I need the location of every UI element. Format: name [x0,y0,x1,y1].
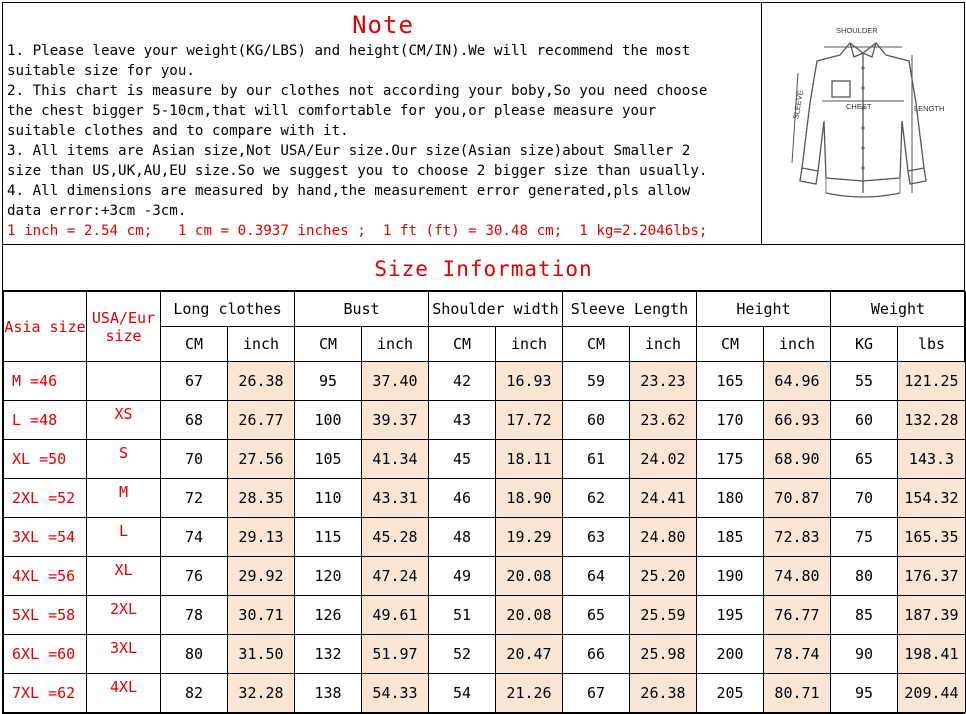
table-cell: 65 [563,596,630,635]
table-cell: 82 [161,674,228,713]
table-cell: 198.41 [898,635,966,674]
table-cell: 185 [697,518,764,557]
table-cell: 60 [563,401,630,440]
table-cell: 90 [831,635,898,674]
table-cell: 24.80 [630,518,697,557]
table-cell: 24.41 [630,479,697,518]
table-cell: 18.90 [496,479,563,518]
table-cell: 19.29 [496,518,563,557]
table-cell: 80 [831,557,898,596]
table-row [4,440,966,479]
table-cell: 60 [831,401,898,440]
table-cell: 63 [563,518,630,557]
table-cell: 45 [429,440,496,479]
table-cell: 45.28 [362,518,429,557]
table-cell: 200 [697,635,764,674]
table-cell: 65 [831,440,898,479]
table-cell: 138 [295,674,362,713]
usa-eur-size-cell: 2XL [87,596,161,635]
table-cell: 25.98 [630,635,697,674]
table-cell: 49.61 [362,596,429,635]
unit-header: inch [228,327,295,362]
unit-header: inch [764,327,831,362]
table-cell: 20.08 [496,557,563,596]
table-row [4,635,966,674]
table-cell: 78 [161,596,228,635]
table-cell: 25.59 [630,596,697,635]
table-cell: 59 [563,362,630,401]
asia-size-cell: 7XL =62 [4,674,87,713]
table-cell: 126 [295,596,362,635]
unit-header: inch [362,327,429,362]
table-cell: 64 [563,557,630,596]
usa-eur-size-cell: L [87,518,161,557]
group-header-bust: Bust [295,292,429,327]
table-cell: 16.93 [496,362,563,401]
table-cell: 67 [161,362,228,401]
unit-header: CM [161,327,228,362]
table-cell: 55 [831,362,898,401]
table-cell: 39.37 [362,401,429,440]
table-cell: 46 [429,479,496,518]
table-row [4,479,966,518]
table-cell: 29.92 [228,557,295,596]
table-cell: 205 [697,674,764,713]
table-cell: 175 [697,440,764,479]
unit-header: inch [630,327,697,362]
table-cell: 30.71 [228,596,295,635]
table-cell: 21.26 [496,674,563,713]
table-cell: 132 [295,635,362,674]
table-cell: 47.24 [362,557,429,596]
table-cell: 176.37 [898,557,966,596]
size-table-body [4,362,966,713]
table-cell: 18.11 [496,440,563,479]
usa-eur-size-cell: M [87,479,161,518]
table-cell: 23.62 [630,401,697,440]
table-cell: 74 [161,518,228,557]
unit-header: lbs [898,327,966,362]
table-cell: 68.90 [764,440,831,479]
unit-header: CM [563,327,630,362]
table-cell: 62 [563,479,630,518]
usa-eur-size-cell: 3XL [87,635,161,674]
group-header-long-clothes: Long clothes [161,292,295,327]
unit-header: KG [831,327,898,362]
table-cell: 51 [429,596,496,635]
table-cell: 105 [295,440,362,479]
table-cell: 154.32 [898,479,966,518]
table-cell: 66.93 [764,401,831,440]
table-cell: 95 [831,674,898,713]
table-cell: 28.35 [228,479,295,518]
unit-header: CM [295,327,362,362]
table-cell: 42 [429,362,496,401]
note-line: 4. All dimensions are measured by hand,the measurement error generated,pls allow [7,183,691,199]
table-cell: 115 [295,518,362,557]
table-cell: 54 [429,674,496,713]
table-cell: 121.25 [898,362,966,401]
usa-eur-size-cell: S [87,440,161,479]
shoulder-label: SHOULDER [836,26,878,35]
table-cell: 132.28 [898,401,966,440]
asia-size-cell: 3XL =54 [4,518,87,557]
table-cell: 48 [429,518,496,557]
asia-size-cell: L =48 [4,401,87,440]
table-cell: 37.40 [362,362,429,401]
table-cell: 180 [697,479,764,518]
table-cell: 64.96 [764,362,831,401]
usa-eur-size-cell: XS [87,401,161,440]
table-cell: 17.72 [496,401,563,440]
table-row [4,362,966,401]
table-cell: 49 [429,557,496,596]
table-cell: 195 [697,596,764,635]
table-cell: 80.71 [764,674,831,713]
table-cell: 41.34 [362,440,429,479]
table-cell: 26.77 [228,401,295,440]
table-cell: 70.87 [764,479,831,518]
size-table-title: Size Information [3,245,964,291]
note-line: 1. Please leave your weight(KG/LBS) and height(CM/IN).We will recommend the most [7,43,691,59]
table-cell: 76 [161,557,228,596]
table-cell: 72.83 [764,518,831,557]
table-cell: 78.74 [764,635,831,674]
asia-size-cell: 4XL =56 [4,557,87,596]
note-title: Note [352,11,414,39]
table-cell: 66 [563,635,630,674]
usa-eur-size-cell [87,362,161,401]
note-line: 3. All items are Asian size,Not USA/Eur size.Our size(Asian size)about Smaller 2 [7,143,691,159]
table-cell: 61 [563,440,630,479]
note-panel [2,2,762,245]
chest-label: CHEST [846,102,872,111]
table-cell: 20.47 [496,635,563,674]
table-cell: 51.97 [362,635,429,674]
asia-size-cell: M =46 [4,362,87,401]
note-line: suitable clothes and to compare with it. [7,123,349,139]
note-line: suitable size for you. [7,63,195,79]
table-row [4,401,966,440]
note-line: the chest bigger 5-10cm,that will comfortable for you,or please measure your [7,103,657,119]
asia-size-header: Asia size [4,292,87,362]
asia-size-cell: 6XL =60 [4,635,87,674]
length-label: LENGTH [914,104,945,113]
shirt-diagram-panel [762,2,965,245]
asia-size-cell: 2XL =52 [4,479,87,518]
table-row [4,557,966,596]
size-table [3,291,966,713]
table-row [4,674,966,713]
table-cell: 70 [161,440,228,479]
table-cell: 23.23 [630,362,697,401]
table-cell: 43 [429,401,496,440]
table-cell: 74.80 [764,557,831,596]
table-cell: 143.3 [898,440,966,479]
note-line: data error:+3cm -3cm. [7,203,187,219]
table-cell: 52 [429,635,496,674]
table-cell: 72 [161,479,228,518]
note-text [7,41,707,241]
table-cell: 27.56 [228,440,295,479]
usa-eur-size-cell: XL [87,557,161,596]
table-row [4,518,966,557]
table-cell: 76.77 [764,596,831,635]
table-cell: 85 [831,596,898,635]
sleeve-label: SLEEVE [791,89,806,120]
table-cell: 20.08 [496,596,563,635]
table-cell: 187.39 [898,596,966,635]
table-cell: 75 [831,518,898,557]
table-cell: 68 [161,401,228,440]
asia-size-cell: XL =50 [4,440,87,479]
table-row [4,596,966,635]
table-cell: 209.44 [898,674,966,713]
unit-header: CM [429,327,496,362]
table-cell: 70 [831,479,898,518]
table-cell: 25.20 [630,557,697,596]
table-cell: 26.38 [228,362,295,401]
table-cell: 31.50 [228,635,295,674]
unit-header: CM [697,327,764,362]
table-cell: 110 [295,479,362,518]
table-cell: 43.31 [362,479,429,518]
table-cell: 170 [697,401,764,440]
group-header-weight: Weight [831,292,966,327]
table-cell: 80 [161,635,228,674]
table-cell: 24.02 [630,440,697,479]
asia-size-cell: 5XL =58 [4,596,87,635]
table-cell: 54.33 [362,674,429,713]
group-header-shoulder-width: Shoulder width [429,292,563,327]
group-header-sleeve-length: Sleeve Length [563,292,697,327]
shirt-measurement-diagram [762,3,964,244]
unit-header: inch [496,327,563,362]
group-header-height: Height [697,292,831,327]
note-line: size than US,UK,AU,EU size.So we suggest you to choose 2 bigger size than usually. [7,163,708,179]
table-cell: 26.38 [630,674,697,713]
table-cell: 32.28 [228,674,295,713]
table-cell: 29.13 [228,518,295,557]
table-cell: 100 [295,401,362,440]
note-line: 2. This chart is measure by our clothes not according your boby,So you need choose [7,83,708,99]
size-information-section [2,245,965,714]
table-cell: 120 [295,557,362,596]
table-cell: 165 [697,362,764,401]
table-cell: 165.35 [898,518,966,557]
unit-conversion-line: 1 inch = 2.54 cm; 1 cm = 0.3937 inches ; 1 ft (ft) = 30.48 cm; 1 kg=2.2046lbs; [7,223,708,239]
table-cell: 67 [563,674,630,713]
usa-eur-size-cell: 4XL [87,674,161,713]
usa-eur-size-header: USA/Eur size [87,292,161,362]
table-cell: 190 [697,557,764,596]
table-cell: 95 [295,362,362,401]
